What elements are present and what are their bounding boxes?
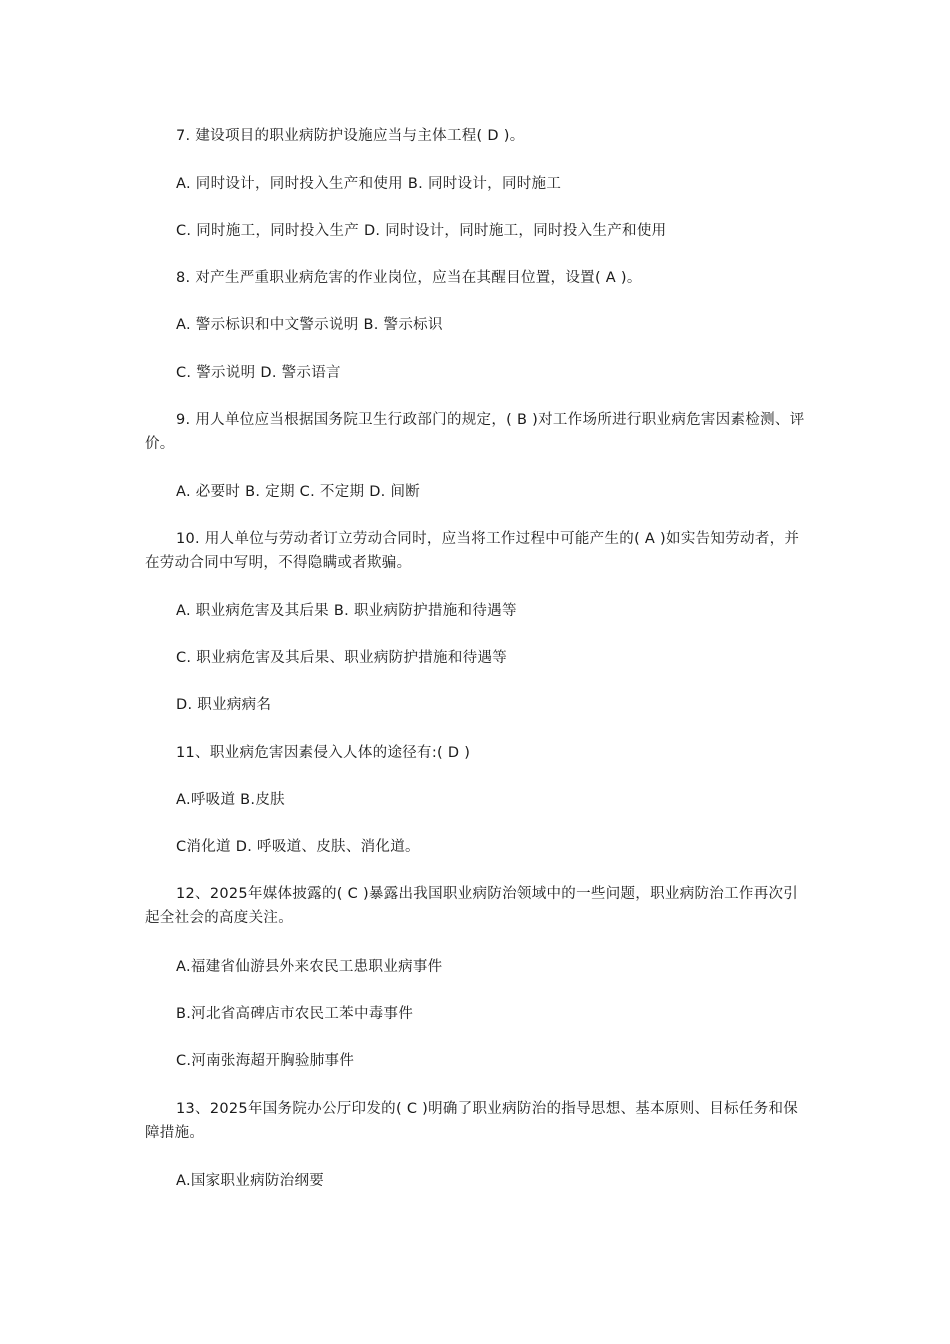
question-8-options-ab: A. 警示标识和中文警示说明 B. 警示标识 [176,317,443,333]
question-10: 10. 用人单位与劳动者订立劳动合同时，应当将工作过程中可能产生的( A )如实告知劳动者，并在劳动合同中写明，不得隐瞒或者欺骗。 [145,531,800,571]
question-10-option-d: D. 职业病病名 [176,697,272,713]
question-7: 7. 建设项目的职业病防护设施应当与主体工程( D )。 [176,128,525,144]
question-7-options-ab: A. 同时设计，同时投入生产和使用 B. 同时设计，同时施工 [176,176,562,192]
question-12-option-b: B.河北省高碑店市农民工苯中毒事件 [176,1006,414,1022]
question-8: 8. 对产生严重职业病危害的作业岗位，应当在其醒目位置，设置( A )。 [176,270,642,286]
question-10-option-c: C. 职业病危害及其后果、职业病防护措施和待遇等 [176,650,508,666]
question-12: 12、2025年媒体披露的( C )暴露出我国职业病防治领域中的一些问题，职业病防治工作再次引起全社会的高度关注。 [145,886,799,926]
question-13-option-a: A.国家职业病防治纲要 [176,1173,325,1189]
question-9: 9. 用人单位应当根据国务院卫生行政部门的规定，( B )对工作场所进行职业病危害因素检测、评价。 [145,412,805,452]
question-10-options-ab: A. 职业病危害及其后果 B. 职业病防护措施和待遇等 [176,603,517,619]
question-12-option-a: A.福建省仙游县外来农民工患职业病事件 [176,959,443,975]
question-11-options-ab: A.呼吸道 B.皮肤 [176,792,285,808]
question-7-options-cd: C. 同时施工，同时投入生产 D. 同时设计，同时施工，同时投入生产和使用 [176,223,667,239]
question-8-options-cd: C. 警示说明 D. 警示语言 [176,365,341,381]
question-13: 13、2025年国务院办公厅印发的( C )明确了职业病防治的指导思想、基本原则、目标任务和保障措施。 [145,1101,799,1141]
question-11: 11、职业病危害因素侵入人体的途径有:( D ) [176,745,471,761]
question-9-options: A. 必要时 B. 定期 C. 不定期 D. 间断 [176,484,421,500]
question-11-options-cd: C消化道 D. 呼吸道、皮肤、消化道。 [176,839,420,855]
question-12-option-c: C.河南张海超开胸验肺事件 [176,1053,355,1069]
